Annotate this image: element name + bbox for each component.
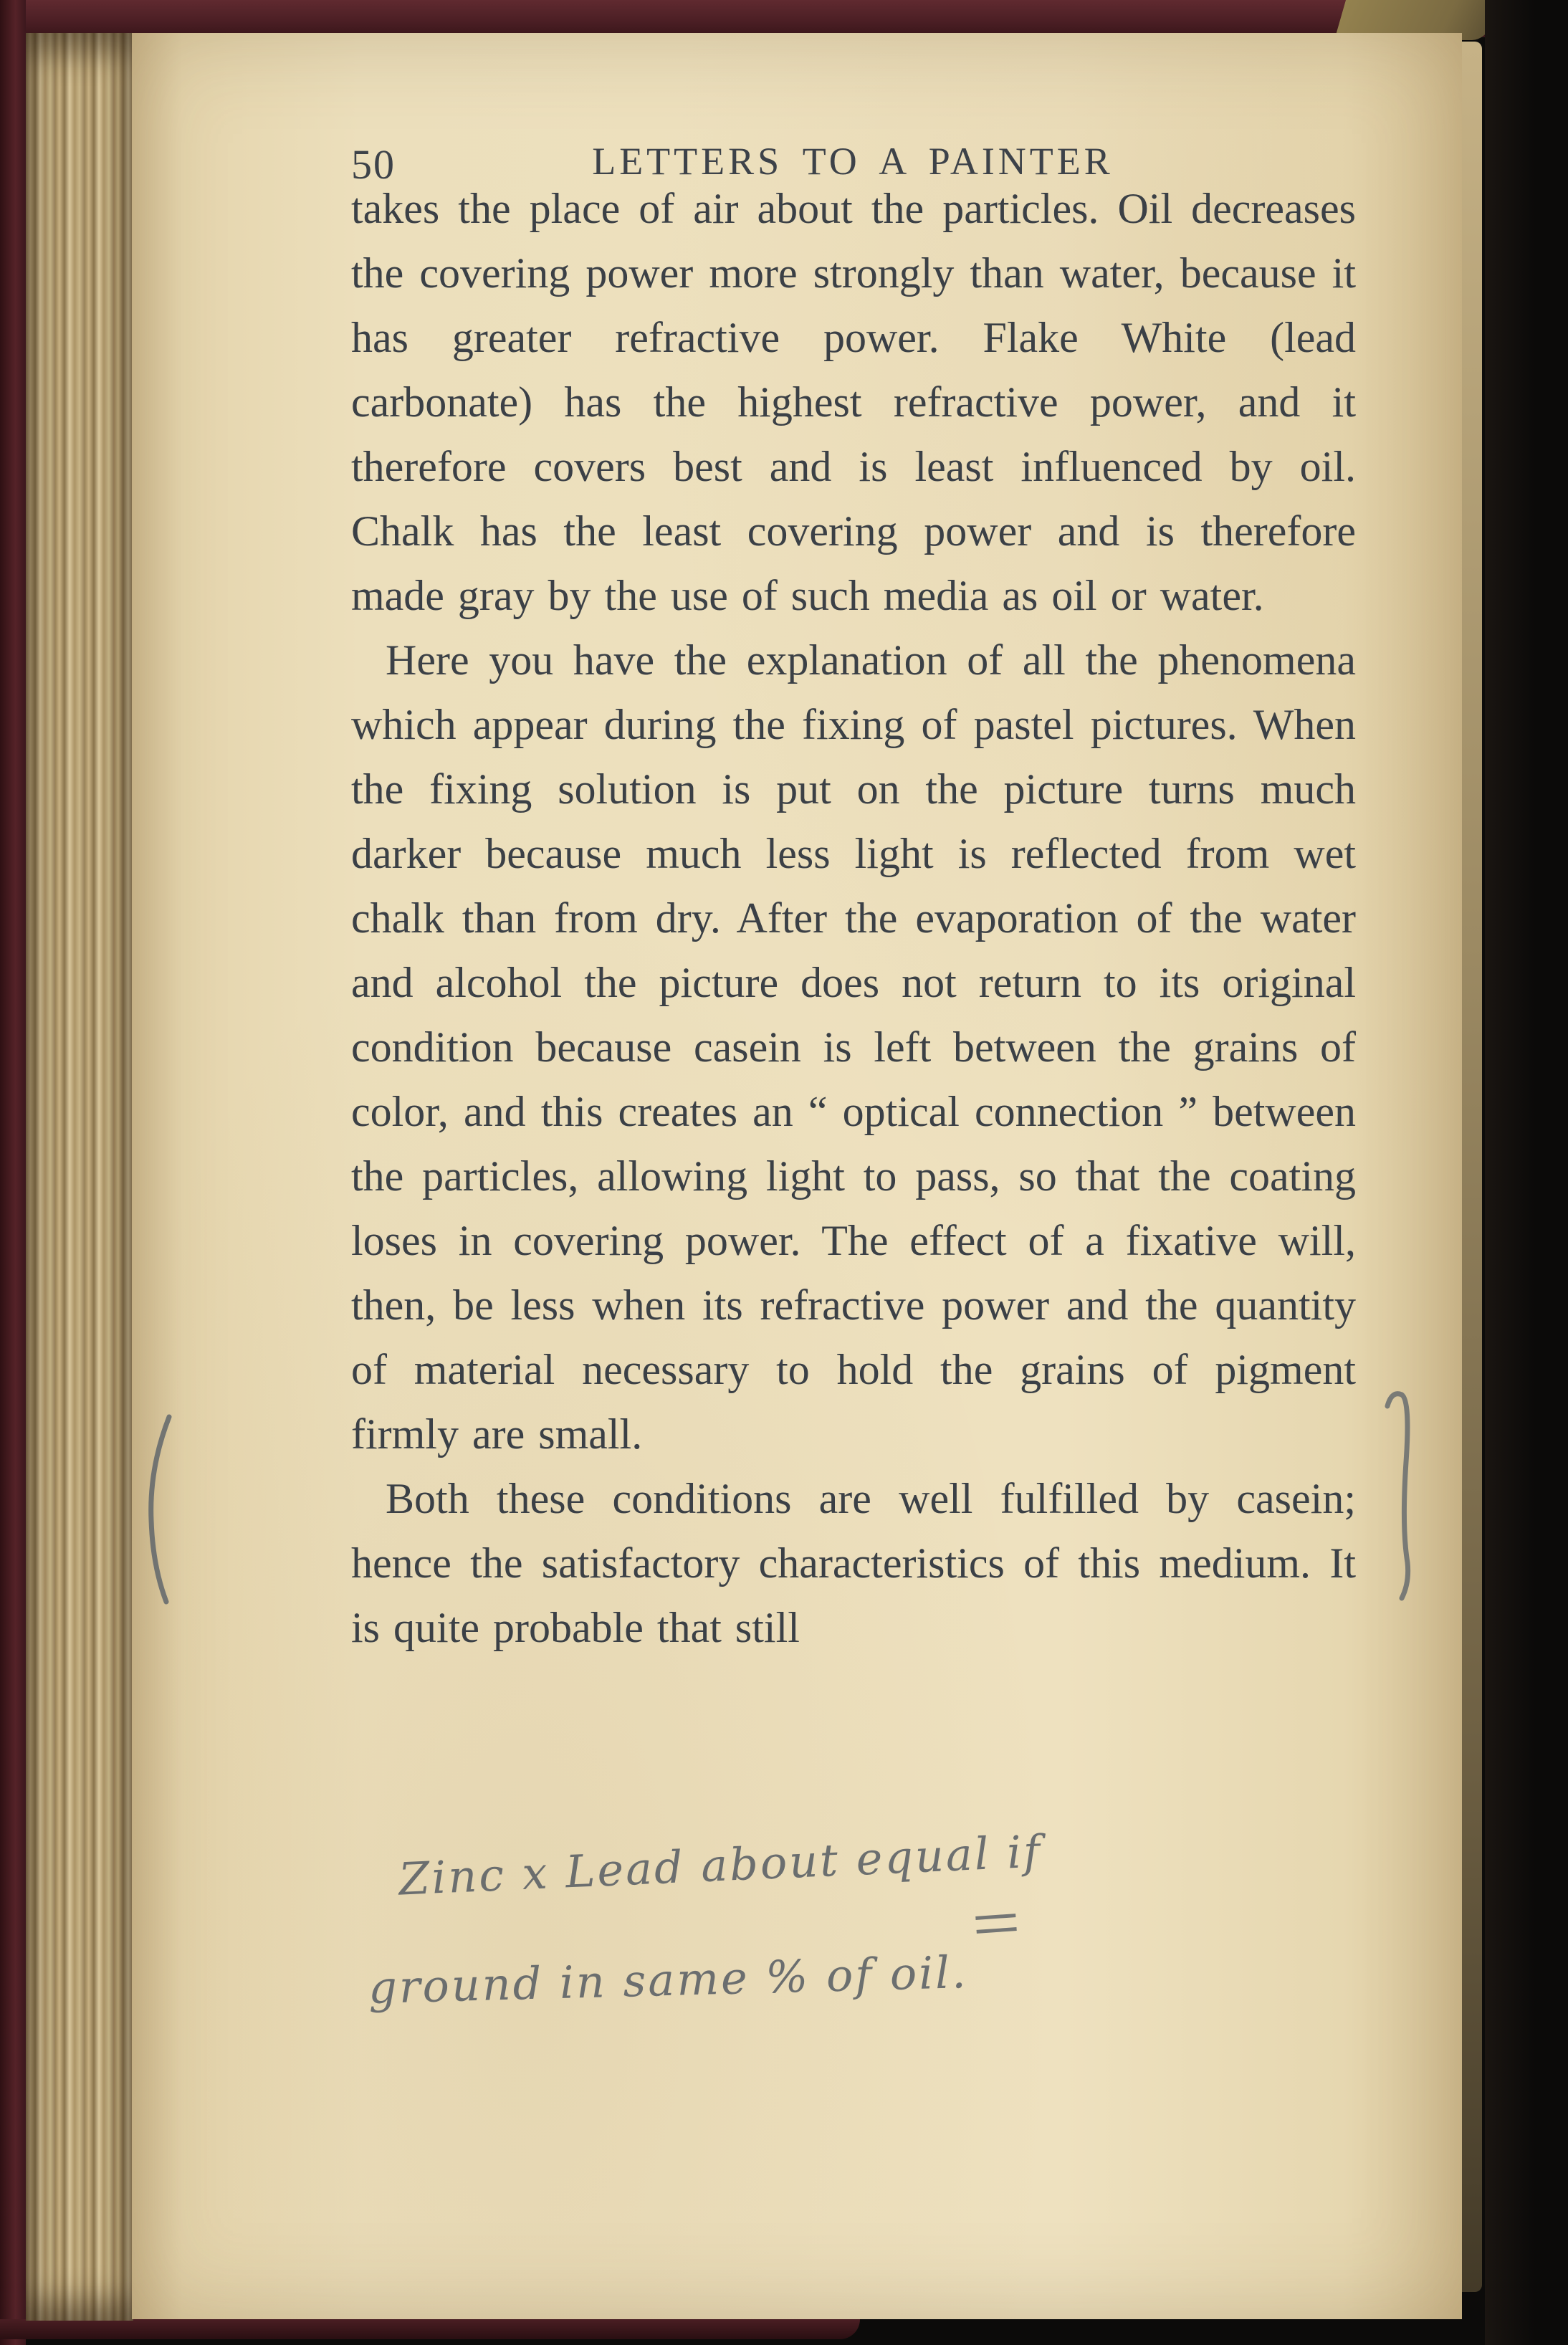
book-cover-spine-edge <box>0 0 26 2345</box>
page-fore-edge <box>1461 42 1482 2292</box>
book-page <box>132 33 1462 2319</box>
book-cover-top-edge <box>0 0 1509 37</box>
book-cover-bottom-edge <box>0 2319 860 2339</box>
handwritten-double-underline <box>975 1914 1017 1934</box>
stacked-page-edges <box>26 33 133 2321</box>
handwritten-note-line-1: Zinc x Lead about equal if <box>397 1825 1043 1906</box>
handwritten-note-line-2: ground in same % of oil. <box>368 1946 969 2014</box>
background-shadow <box>1485 0 1568 2345</box>
paragraph: takes the place of air about the particles. Oil decreases the covering power more strongly than water, because it has greater refractive power. Flake White (lead carbonate) has the highest refractive power, and it therefore covers best and is least influenced by oil. Chalk has the least covering power and is therefore made gray by the use of such media as oil or water. <box>351 185 1356 619</box>
header-title: LETTERS TO A PAINTER <box>592 140 1114 183</box>
paragraph: Both these conditions are well fulfilled by casein; hence the satisfactory characteristics of this medium. It is quite probable that still <box>351 1475 1356 1651</box>
page-number: 50 <box>351 141 396 188</box>
paragraph: Here you have the explanation of all the phenomena which appear during the fixing of pastel pictures. When the fixing solution is put on the picture turns much darker because much less light is reflected from wet chalk than from dry. After the evaporation of the water and alcohol the picture does not return to its original condition because casein is left between the grains of color, and this creates an “ optical connection ” between the particles, allowing light to pass, so that the coating loses in covering power. The effect of a fixative will, then, be less when its refractive power and the quantity of material necessary to hold the grains of pigment firmly are small. <box>351 636 1356 1458</box>
pencil-bracket-left-margin <box>143 1413 175 1610</box>
pencil-stroke-right-margin <box>1382 1388 1415 1606</box>
body-text <box>351 176 1356 1660</box>
